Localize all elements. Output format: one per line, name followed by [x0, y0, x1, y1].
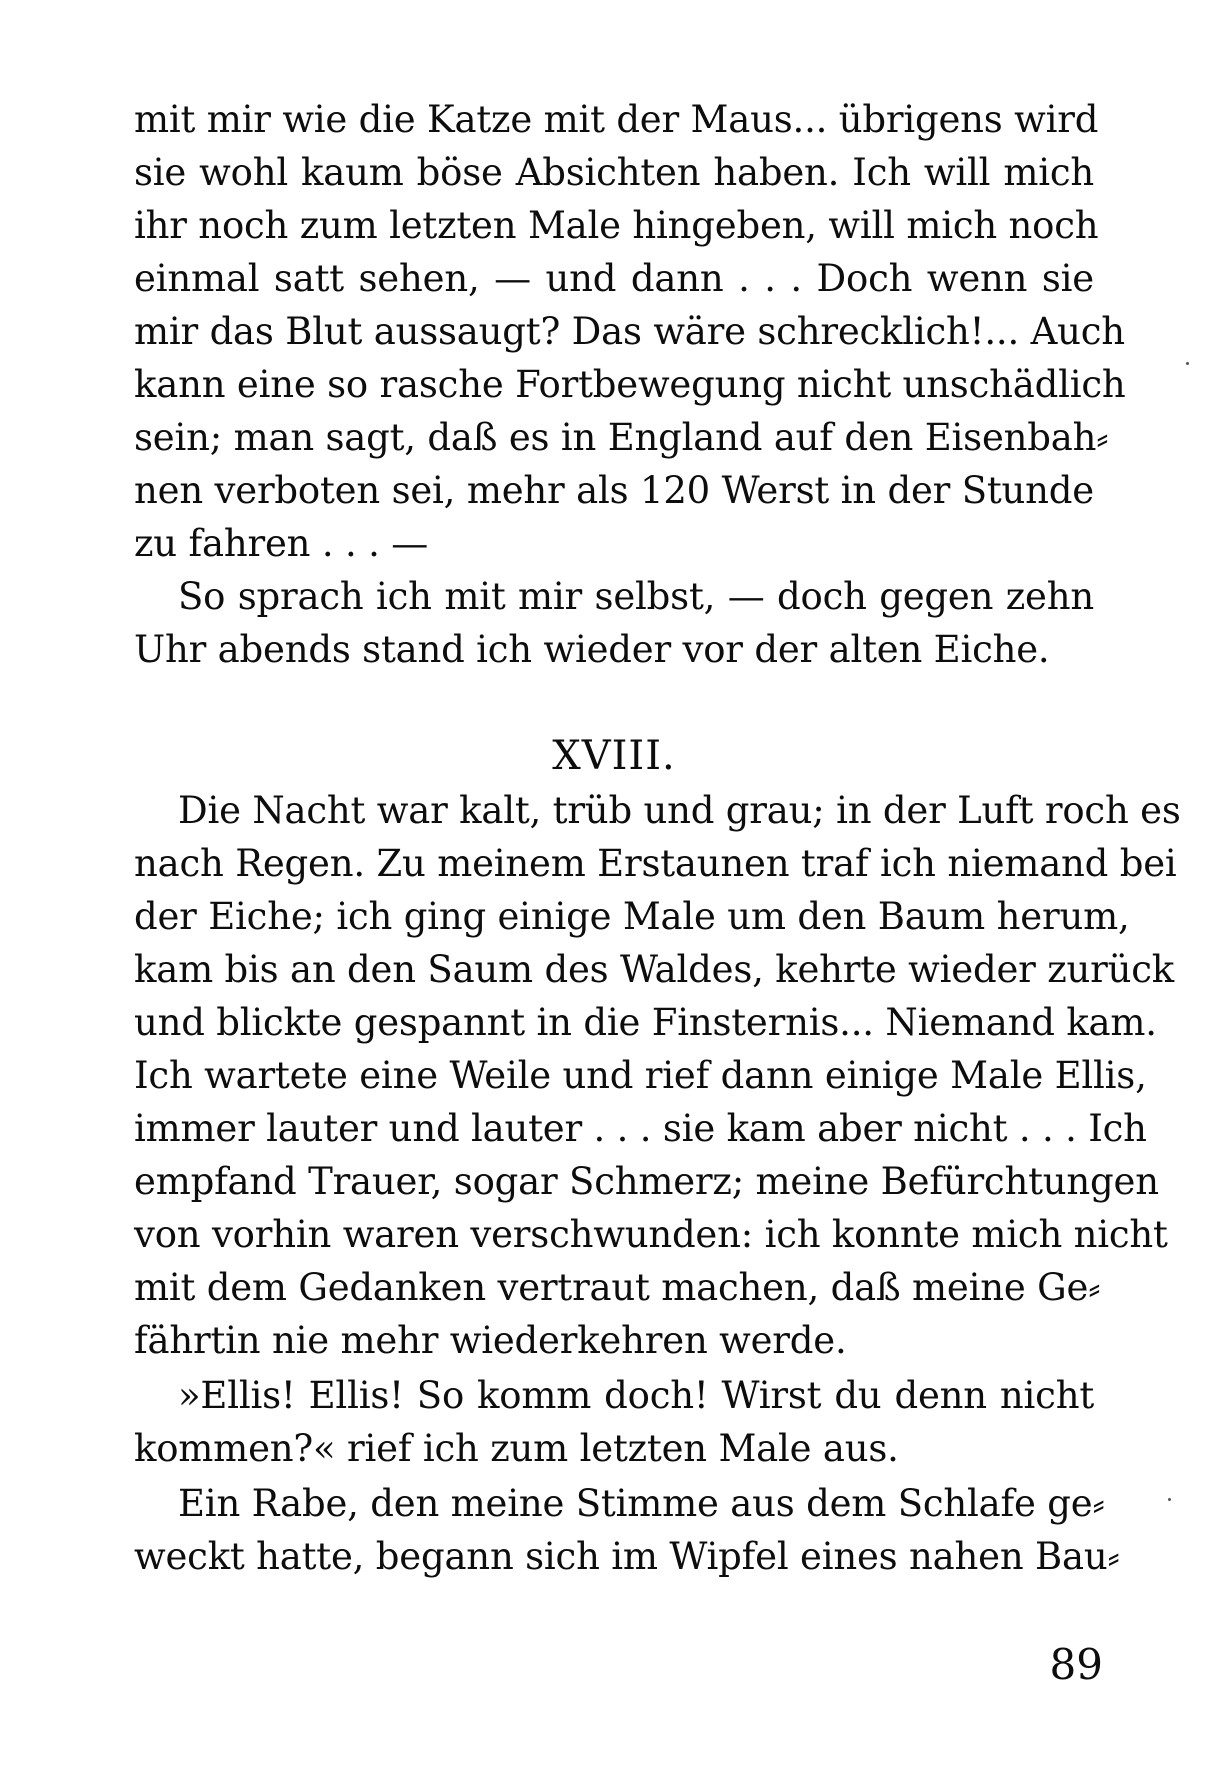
text-line: mit dem Gedanken vertraut machen, daß meine Ge⸗ — [134, 1266, 1101, 1309]
paragraph-first-line: So sprach ich mit mir selbst, — doch gegen zehn — [178, 575, 1094, 618]
text-line: einmal satt sehen, — und dann . . . Doch wenn sie — [134, 257, 1094, 300]
text-line: mit mir wie die Katze mit der Maus... übrigens wird — [134, 98, 1099, 141]
text-line: kam bis an den Saum des Waldes, kehrte wieder zurück — [134, 948, 1174, 991]
text-line: empfand Trauer, sogar Schmerz; meine Befürchtungen — [134, 1160, 1159, 1203]
text-line: zu fahren . . . — — [134, 522, 429, 565]
text-line: kommen?« rief ich zum letzten Male aus. — [134, 1427, 899, 1470]
page-number: 89 — [1049, 1640, 1103, 1689]
text-line: sein; man sagt, daß es in England auf den Eisenbah⸗ — [134, 416, 1109, 459]
paragraph-first-line: Die Nacht war kalt, trüb und grau; in der Luft roch es — [178, 789, 1181, 832]
text-line: der Eiche; ich ging einige Male um den Baum herum, — [134, 895, 1130, 938]
paragraph-first-line: Ein Rabe, den meine Stimme aus dem Schlafe ge⸗ — [178, 1482, 1105, 1525]
text-line: nach Regen. Zu meinem Erstaunen traf ich niemand bei — [134, 842, 1177, 885]
text-line: nen verboten sei, mehr als 120 Werst in der Stunde — [134, 469, 1094, 512]
text-line: von vorhin waren verschwunden: ich konnte mich nicht — [134, 1213, 1168, 1256]
text-line: fährtin nie mehr wiederkehren werde. — [134, 1319, 847, 1362]
text-line: ihr noch zum letzten Male hingeben, will mich noch — [134, 204, 1099, 247]
text-line: immer lauter und lauter . . . sie kam aber nicht . . . Ich — [134, 1107, 1147, 1150]
text-line: Uhr abends stand ich wieder vor der alten Eiche. — [134, 628, 1050, 671]
text-line: sie wohl kaum böse Absichten haben. Ich will mich — [134, 151, 1094, 194]
text-line: und blickte gespannt in die Finsternis... Niemand kam. — [134, 1001, 1157, 1044]
text-line: Ich wartete eine Weile und rief dann einige Male Ellis, — [134, 1054, 1147, 1097]
text-line: kann eine so rasche Fortbewegung nicht unschädlich — [134, 363, 1126, 406]
section-heading: XVIII. — [552, 733, 676, 779]
text-line: weckt hatte, begann sich im Wipfel eines nahen Bau⸗ — [134, 1535, 1120, 1578]
scan-speck — [1168, 1498, 1171, 1501]
paragraph-first-line: »Ellis! Ellis! So komm doch! Wirst du denn nicht — [178, 1374, 1094, 1417]
text-line: mir das Blut aussaugt? Das wäre schrecklich!... Auch — [134, 310, 1125, 353]
scan-speck — [1186, 362, 1189, 365]
